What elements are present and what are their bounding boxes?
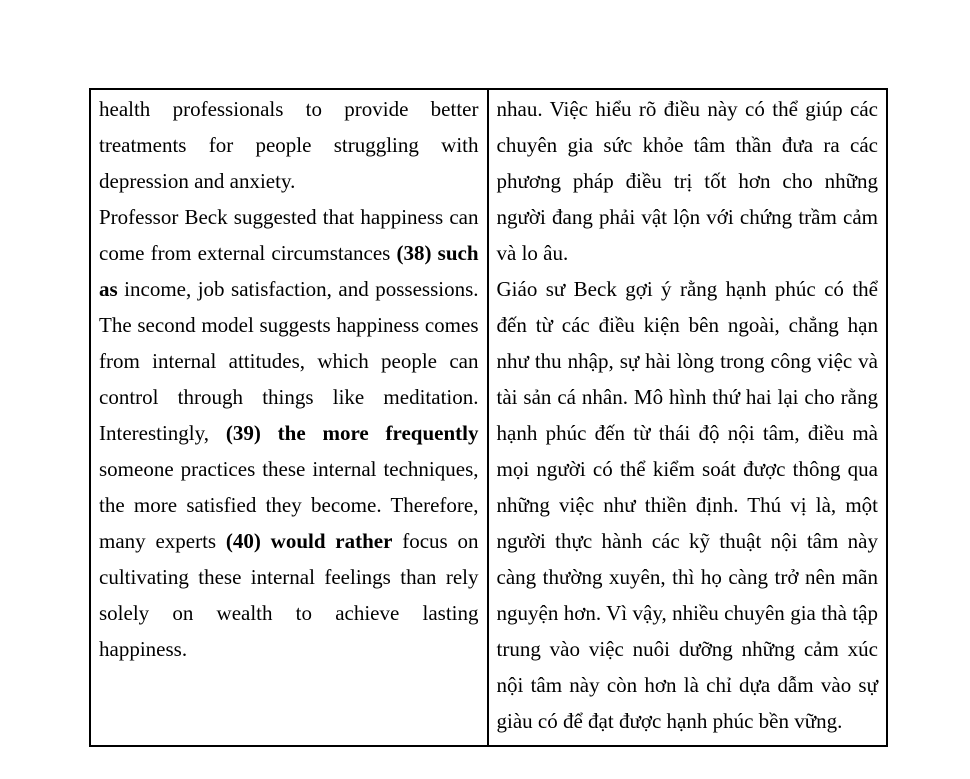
bold-text-segment: (39) the more frequently: [225, 421, 479, 445]
paragraph: [99, 199, 479, 667]
text-segment: Giáo sư Beck gợi ý rằng hạnh phúc có thể đến từ các điều kiện bên ngoài, chẳng hạn như thu nhập, sự hài lòng trong công việc và tài sản cá nhân. Mô hình thứ hai lại cho rằng hạnh phúc đến từ thái độ nội tâm, điều mà mọi người có thể kiểm soát được thông qua những việc như thiền định. Thú vị là, một người thực hành các kỹ thuật nội tâm này càng thường xuyên, thì họ càng trở nên mãn nguyện hơn. Vì vậy, nhiều chuyên gia thà tập trung vào việc nuôi dưỡng những cảm xúc nội tâm này còn hơn là chỉ dựa dẫm vào sự giàu có để đạt được hạnh phúc bền vững.: [496, 277, 878, 733]
translation-table: [89, 88, 888, 747]
text-segment: health professionals to provide better treatments for people struggling with depression and anxiety.: [99, 97, 479, 193]
bold-text-segment: (40) would rather: [225, 529, 393, 553]
paragraph: [99, 91, 479, 199]
table-cell-english: [91, 90, 489, 745]
text-segment: income, job satisfaction, and possessions. The second model suggests happiness comes from internal attitudes, which people can control through things like meditation. Interestingly,: [99, 277, 479, 445]
paragraph: [497, 91, 879, 271]
text-segment: nhau. Việc hiểu rõ điều này có thể giúp các chuyên gia sức khỏe tâm thần đưa ra các phương pháp điều trị tốt hơn cho những người đang phải vật lộn với chứng trầm cảm và lo âu.: [496, 97, 878, 265]
text-segment: focus on cultivating these internal feelings than rely solely on wealth to achieve lasting happiness.: [99, 529, 479, 661]
paragraph: [497, 271, 879, 739]
table-cell-vietnamese: [489, 90, 887, 745]
text-segment: Professor Beck suggested that happiness can come from external circumstances: [99, 205, 479, 265]
bold-text-segment: (38) such as: [99, 241, 479, 301]
text-segment: someone practices these internal techniques, the more satisfied they become. Therefore, many experts: [99, 457, 479, 553]
